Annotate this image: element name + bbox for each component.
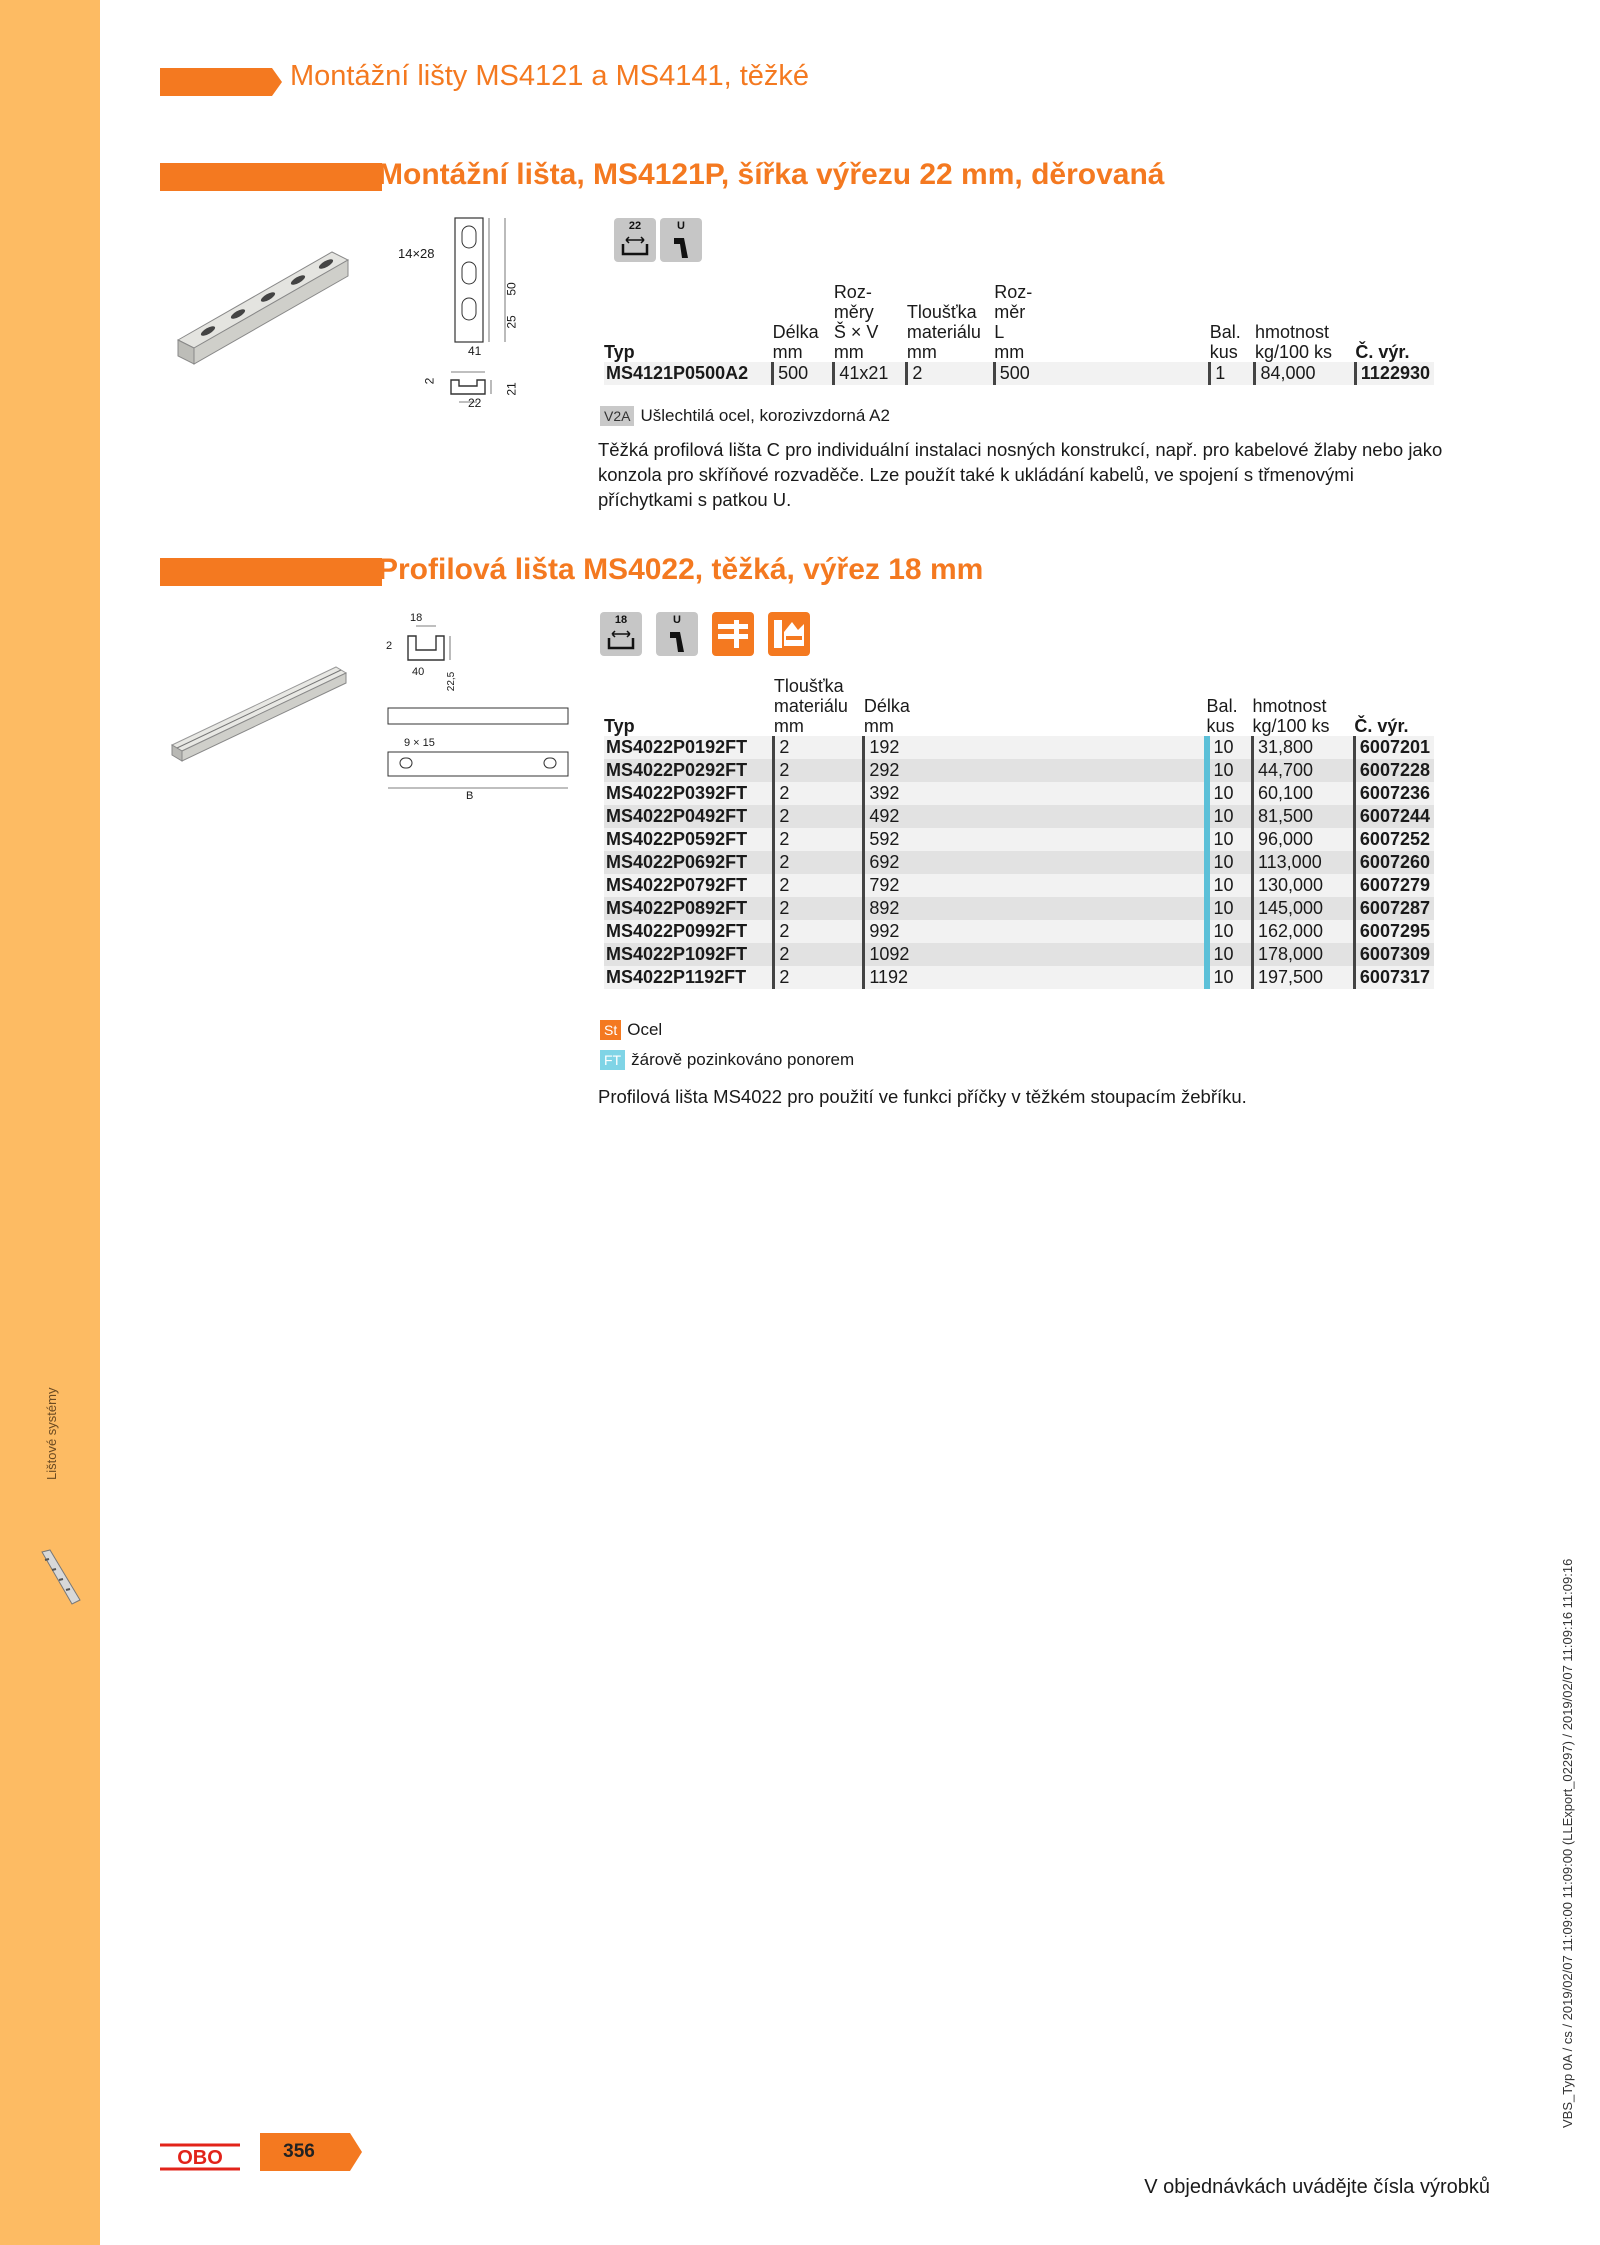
ladder-rung-icon — [712, 612, 754, 656]
table-row: MS4022P0692FT 2 692 10 113,000 6007260 — [604, 851, 1434, 874]
section1-drawing-slot-label: 14×28 — [398, 246, 435, 261]
table-row: MS4022P1092FT 2 1092 10 178,000 6007309 — [604, 943, 1434, 966]
header-tab — [160, 68, 272, 96]
table-row: MS4022P1192FT 2 1192 10 197,500 6007317 — [604, 966, 1434, 989]
section1-title: Montážní lišta, MS4121P, šířka výřezu 22 mm, děrovaná — [378, 158, 1165, 191]
material-code-badge: V2A — [600, 406, 634, 426]
print-metadata: VBS_Typ 0A / cs / 2019/02/07 11:09:00 11:09:00 (LLExport_02297) / 2019/02/07 11:09:16 11:09:16 — [1560, 1558, 1575, 2128]
col-tloustka: Tloušťka materiálu mm — [906, 302, 981, 362]
section2-title: Profilová lišta MS4022, těžká, výřez 18 mm — [378, 553, 984, 586]
table-row: MS4022P0592FT 2 592 10 96,000 6007252 — [604, 828, 1434, 851]
col-bal: Bal. kus — [1206, 696, 1238, 736]
slot-width-icon: 18 — [600, 612, 642, 656]
col-hmotnost: hmotnost kg/100 ks — [1252, 696, 1330, 736]
section1-drawing-w41: 41 — [468, 344, 482, 358]
col-hmotnost: hmotnost kg/100 ks — [1254, 322, 1333, 362]
page-title: Montážní lišty MS4121 a MS4141, těžké — [290, 60, 810, 92]
section1-technical-drawing — [425, 212, 560, 417]
col-typ: Typ — [604, 716, 635, 736]
section2-drawing-t2: 2 — [386, 640, 393, 652]
section1-product-image — [170, 232, 360, 372]
table-row: MS4121P0500A2 500 41x21 2 500 1 84,000 1122930 — [604, 362, 1434, 385]
section2-drawing-b: B — [466, 790, 474, 802]
sidebar — [0, 0, 100, 2245]
section1-table — [604, 282, 1434, 385]
col-tloustka: Tloušťka materiálu mm — [773, 676, 848, 736]
table-row: MS4022P0892FT 2 892 10 145,000 6007287 — [604, 897, 1434, 920]
section2-material-ft — [600, 1050, 854, 1070]
page-number: 356 — [283, 2141, 315, 2162]
table-row: MS4022P0192FT 2 192 10 31,800 6007201 — [604, 736, 1434, 759]
section1-bar — [160, 163, 382, 191]
fire-protection-icon — [768, 612, 810, 656]
section2-product-image — [160, 655, 350, 765]
section1-drawing-w22: 22 — [468, 396, 482, 410]
table-row: MS4022P0792FT 2 792 10 130,000 6007279 — [604, 874, 1434, 897]
section1-drawing-h25: 25 — [504, 315, 519, 329]
rail-thumbnail-icon — [36, 1548, 86, 1608]
material-text: žárově pozinkováno ponorem — [631, 1050, 855, 1069]
obo-logo — [160, 2142, 240, 2172]
u-bracket-icon: U — [660, 218, 702, 262]
section2-technical-drawing — [378, 612, 573, 812]
material-text: Ocel — [627, 1020, 663, 1039]
material-text: Ušlechtilá ocel, korozivzdorná A2 — [640, 406, 890, 425]
col-typ: Typ — [604, 342, 635, 362]
svg-text:OBO: OBO — [177, 2147, 223, 2169]
material-code-badge: FT — [600, 1050, 625, 1070]
col-rozmery: Roz- měry Š × V mm — [833, 282, 879, 362]
col-delka: Délka mm — [772, 322, 819, 362]
col-cvyr: Č. výr. — [1355, 342, 1410, 362]
section2-bar — [160, 558, 382, 586]
table-row: MS4022P0992FT 2 992 10 162,000 6007295 — [604, 920, 1434, 943]
col-cvyr: Č. výr. — [1354, 716, 1409, 736]
page-number-tab — [260, 2133, 350, 2171]
col-rozmer-l: Roz- měr L mm — [994, 282, 1033, 362]
u-bracket-icon: U — [656, 612, 698, 656]
slot-width-icon: 22 — [614, 218, 656, 262]
section1-material — [600, 406, 890, 426]
table-row: MS4022P0492FT 2 492 10 81,500 6007244 — [604, 805, 1434, 828]
section2-drawing-w40: 40 — [412, 666, 425, 678]
section2-table — [604, 676, 1434, 989]
section1-drawing-h21: 21 — [504, 382, 519, 396]
section1-drawing-h50: 50 — [504, 282, 519, 296]
section2-drawing-slot: 9 × 15 — [404, 737, 435, 749]
col-delka: Délka mm — [863, 696, 910, 736]
section2-material-st — [600, 1020, 662, 1040]
section2-drawing-h22: 22,5 — [446, 671, 458, 692]
section2-table-body — [604, 736, 1434, 989]
section1-description: Těžká profilová lišta C pro individuální instalaci nosných konstrukcí, např. pro kabelové žlaby nebo jako konzola pro skříňové rozvaděče. Lze použít také k ukládání kabelů, ve spojení s třmenovými příchytkami s patkou U. — [598, 439, 1443, 510]
section1-drawing-t2: 2 — [422, 377, 437, 385]
table-row: MS4022P0392FT 2 392 10 60,100 6007236 — [604, 782, 1434, 805]
section2-drawing-w18: 18 — [410, 612, 423, 624]
material-code-badge: St — [600, 1020, 621, 1040]
table-row: MS4022P0292FT 2 292 10 44,700 6007228 — [604, 759, 1434, 782]
col-bal: Bal. kus — [1209, 322, 1241, 362]
sidebar-label: Lištové systémy — [44, 1387, 59, 1480]
footer-note: V objednávkách uvádějte čísla výrobků — [1144, 2176, 1490, 2198]
section2-description: Profilová lišta MS4022 pro použití ve funkci příčky v těžkém stoupacím žebříku. — [598, 1086, 1247, 1107]
